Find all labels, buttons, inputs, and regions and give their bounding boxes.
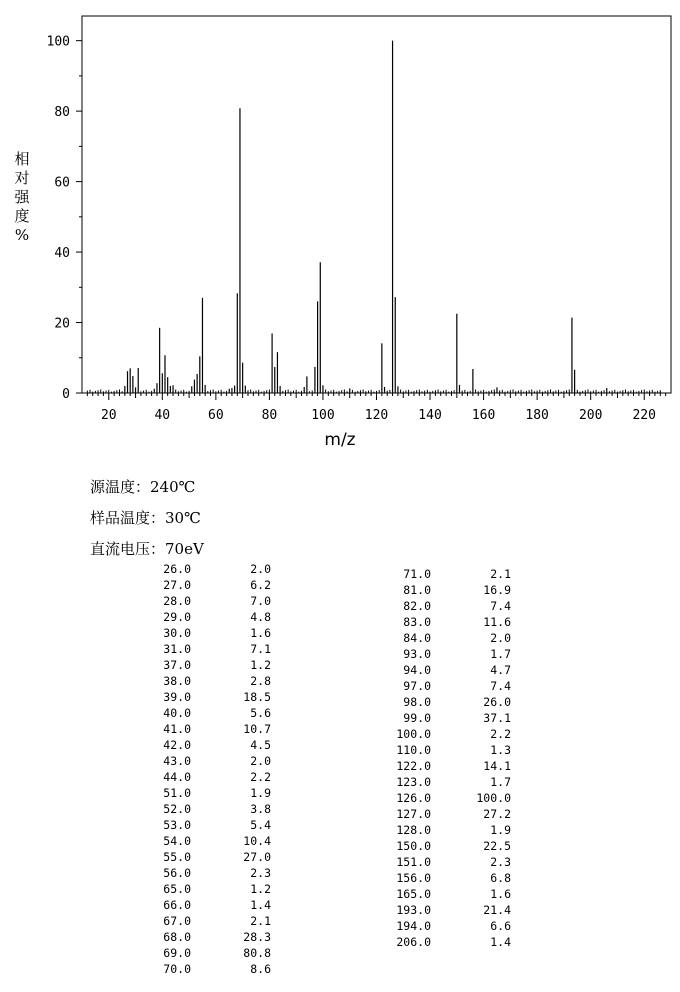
x-axis-label: m/z [324,430,356,450]
peak-mz: 28.0 [163,594,191,608]
x-tick-label: 180 [525,408,549,423]
x-tick-label: 80 [261,408,278,423]
peak-mz: 94.0 [403,663,431,677]
peak-intensity: 22.5 [483,839,511,853]
peak-intensity: 6.6 [490,919,511,933]
peak-intensity: 16.9 [483,583,511,597]
peak-intensity: 1.6 [250,626,271,640]
peak-intensity: 2.1 [250,914,271,928]
peak-mz: 123.0 [396,775,431,789]
peak-mz: 84.0 [403,631,431,645]
y-tick-label: 100 [46,34,70,50]
peak-table-right [340,567,680,967]
x-tick-label: 140 [418,408,442,423]
peak-mz: 55.0 [163,850,191,864]
peak-mz: 151.0 [396,855,431,869]
peak-intensity: 7.1 [250,642,271,656]
peak-mz: 127.0 [396,807,431,821]
dc-voltage [90,538,204,559]
peak-intensity: 7.0 [250,594,271,608]
x-tick-label: 40 [154,408,171,423]
y-axis-label-char: 度 [14,207,30,225]
peak-intensity: 1.4 [490,935,511,949]
peak-intensity: 1.3 [490,743,511,757]
peak-intensity: 26.0 [483,695,511,709]
peak-mz: 37.0 [163,658,191,672]
peak-intensity: 7.4 [490,599,511,613]
peak-intensity: 28.3 [243,930,271,944]
peak-intensity: 1.2 [250,658,271,672]
peak-mz: 27.0 [163,578,191,592]
plot-frame [82,16,671,393]
peak-mz: 93.0 [403,647,431,661]
peak-mz: 53.0 [163,818,191,832]
peak-intensity: 2.1 [490,567,511,581]
x-tick-label: 200 [578,408,603,423]
peak-mz: 51.0 [163,786,191,800]
y-tick-label: 80 [54,105,70,121]
peak-mz: 70.0 [163,962,191,976]
peak-intensity: 7.4 [490,679,511,693]
peak-mz: 128.0 [396,823,431,837]
y-axis-label-char: 强 [14,188,30,206]
peak-intensity: 100.0 [476,791,511,805]
peak-intensity: 5.6 [250,706,271,720]
peak-mz: 83.0 [403,615,431,629]
peak-intensity: 14.1 [483,759,511,773]
spectrum-plot [0,0,680,460]
peak-mz: 41.0 [163,722,191,736]
peak-mz: 206.0 [396,935,431,949]
peak-mz: 39.0 [163,690,191,704]
peak-intensity: 2.0 [250,754,271,768]
peak-intensity: 1.7 [490,775,511,789]
peak-intensity: 80.8 [243,946,271,960]
y-tick-label: 60 [54,175,70,191]
peak-mz: 193.0 [396,903,431,917]
peak-mz: 31.0 [163,642,191,656]
peak-intensity: 3.8 [250,802,271,816]
sample-temperature [90,507,201,528]
y-tick-label: 0 [62,387,70,402]
peak-intensity: 11.6 [483,615,511,629]
peak-mz: 38.0 [163,674,191,688]
dc-voltage-label: 直流电压： [90,540,166,558]
peak-intensity: 27.0 [243,850,271,864]
peak-table-left [0,562,340,982]
peak-intensity: 18.5 [243,690,271,704]
peak-intensity: 37.1 [483,711,511,725]
peak-intensity: 1.9 [490,823,511,837]
peak-intensity: 1.6 [490,887,511,901]
peak-intensity: 4.7 [490,663,511,677]
peak-mz: 122.0 [396,759,431,773]
peak-mz: 67.0 [163,914,191,928]
peak-intensity: 2.3 [250,866,271,880]
peak-mz: 56.0 [163,866,191,880]
peak-intensity: 2.8 [250,674,271,688]
peak-intensity: 6.8 [490,871,511,885]
peak-mz: 66.0 [163,898,191,912]
peak-intensity: 10.7 [243,722,271,736]
sample-temperature-value: 30℃ [165,509,201,527]
x-tick-label: 220 [632,408,656,423]
sample-temperature-label: 样品温度： [90,509,166,527]
peak-intensity: 1.9 [250,786,271,800]
mass-spectrum-chart [0,0,680,460]
peak-mz: 156.0 [396,871,431,885]
peak-mz: 165.0 [396,887,431,901]
peak-mz: 43.0 [163,754,191,768]
y-axis-label-char: 对 [14,169,30,187]
peak-mz: 82.0 [403,599,431,613]
peak-intensity: 2.0 [250,562,271,576]
y-tick-label: 20 [54,316,70,332]
peak-mz: 98.0 [403,695,431,709]
peak-mz: 65.0 [163,882,191,896]
peak-mz: 194.0 [396,919,431,933]
peak-mz: 26.0 [163,562,191,576]
peak-mz: 44.0 [163,770,191,784]
peak-mz: 40.0 [163,706,191,720]
y-tick-label: 40 [54,246,70,262]
x-tick-label: 120 [364,408,389,423]
source-temperature [90,476,195,497]
peak-mz: 99.0 [403,711,431,725]
peak-intensity: 6.2 [250,578,271,592]
peak-intensity: 1.4 [250,898,271,912]
peak-mz: 150.0 [396,839,431,853]
x-tick-label: 100 [311,408,335,423]
peak-intensity: 1.2 [250,882,271,896]
peak-mz: 110.0 [396,743,431,757]
dc-voltage-value: 70eV [165,540,204,558]
peak-mz: 97.0 [403,679,431,693]
peak-intensity: 21.4 [483,903,511,917]
peak-mz: 52.0 [163,802,191,816]
peak-intensity: 4.5 [250,738,271,752]
y-axis-label-char: 相 [14,150,30,168]
peak-mz: 81.0 [403,583,431,597]
peak-intensity: 2.2 [490,727,511,741]
peak-intensity: 1.7 [490,647,511,661]
peak-intensity: 4.8 [250,610,271,624]
y-axis-label-char: % [14,226,30,244]
source-temperature-label: 源温度： [90,478,151,496]
peak-mz: 54.0 [163,834,191,848]
peak-intensity: 2.3 [490,855,511,869]
peak-mz: 30.0 [163,626,191,640]
source-temperature-value: 240℃ [150,478,196,496]
peak-mz: 68.0 [163,930,191,944]
peak-intensity: 27.2 [483,807,511,821]
peak-intensity: 5.4 [250,818,271,832]
x-tick-label: 160 [471,408,496,423]
peak-intensity: 2.0 [490,631,511,645]
x-tick-label: 60 [208,408,224,423]
peak-mz: 69.0 [163,946,191,960]
peak-mz: 100.0 [396,727,431,741]
peak-mz: 126.0 [396,791,431,805]
peak-mz: 42.0 [163,738,191,752]
peak-mz: 71.0 [403,567,431,581]
x-tick-label: 20 [100,408,117,423]
peak-intensity: 8.6 [250,962,271,976]
peak-mz: 29.0 [163,610,191,624]
peak-intensity: 2.2 [250,770,271,784]
peak-intensity: 10.4 [243,834,271,848]
